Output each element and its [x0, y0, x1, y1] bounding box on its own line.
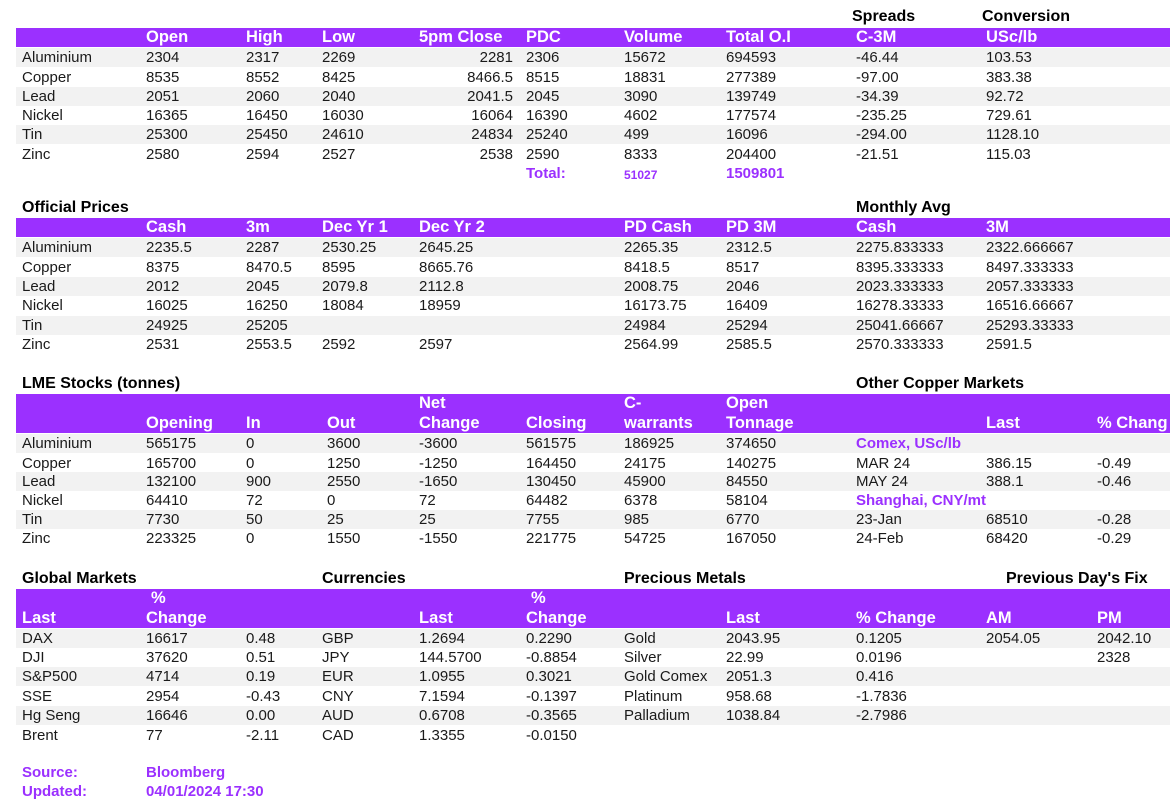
s1-header: C-3M	[856, 28, 897, 46]
copper-market-change: -0.28	[1097, 511, 1132, 528]
global-market-change: 0.19	[246, 668, 276, 685]
currency-last: 0.6708	[419, 707, 465, 724]
precious-last: 2043.95	[726, 630, 781, 647]
s3-cell: 985	[624, 511, 650, 528]
s1-cell: 24610	[322, 126, 364, 143]
precious-name: Gold Comex	[624, 668, 708, 685]
currency-last: 1.0955	[419, 668, 465, 685]
s1-cell: 92.72	[986, 88, 1024, 105]
s3-header: Change	[419, 414, 480, 432]
s2-cell: 2592	[322, 336, 356, 353]
s2-header: PD Cash	[624, 218, 692, 236]
fix-pm: 2042.10	[1097, 630, 1152, 647]
s3-cell: 3600	[327, 435, 361, 452]
s2-cell: 16516.66667	[986, 297, 1074, 314]
s2-cell: 16278.33333	[856, 297, 944, 314]
s2-cell: 2057.333333	[986, 278, 1074, 295]
s4-header: AM	[986, 609, 1012, 627]
s4-header: Last	[726, 609, 760, 627]
s2-cell: 18959	[419, 297, 461, 314]
s1-cell: 729.61	[986, 107, 1032, 124]
source-label: Source:	[22, 764, 78, 781]
global-market-name: SSE	[22, 688, 53, 705]
s1-cell: 8466.5	[467, 69, 513, 86]
s3-cell: 24175	[624, 455, 666, 472]
s1-cell: Nickel	[22, 107, 63, 124]
global-market-name: Hg Seng	[22, 707, 81, 724]
s3-cell: 25	[419, 511, 436, 528]
global-market-name: DAX	[22, 630, 53, 647]
currency-last: 1.3355	[419, 727, 465, 744]
currency-last: 1.2694	[419, 630, 465, 647]
s1-cell: 694593	[726, 49, 777, 66]
s2-cell: 25205	[246, 317, 288, 334]
s2-header: Dec Yr 2	[419, 218, 485, 236]
copper-market-cell: 23-Jan	[856, 511, 902, 528]
currency-name: CNY	[322, 688, 354, 705]
s3-header-top: C-	[624, 394, 642, 412]
precious-last: 958.68	[726, 688, 772, 705]
copper-market-change: -0.49	[1097, 455, 1132, 472]
s1-cell: 24834	[471, 126, 513, 143]
s3-cell: 7755	[526, 511, 560, 528]
currency-change: -0.3565	[526, 707, 577, 724]
global-market-last: 16617	[146, 630, 188, 647]
s3-header: Last	[986, 414, 1020, 432]
s3-cell: 167050	[726, 530, 777, 547]
global-market-change: -2.11	[246, 727, 280, 744]
s1-cell: 8515	[526, 69, 560, 86]
s3-header: warrants	[624, 414, 693, 432]
s1-cell: 177574	[726, 107, 777, 124]
s3-header-top: Net	[419, 394, 446, 412]
s2-cell: 2585.5	[726, 336, 772, 353]
s4-header: Last	[419, 609, 453, 627]
precious-name: Platinum	[624, 688, 683, 705]
copper-market-last: 388.1	[986, 473, 1024, 490]
s1-cell: 2041.5	[467, 88, 513, 105]
precious-name: Silver	[624, 649, 662, 666]
s2-cell: 25293.33333	[986, 317, 1074, 334]
updated-label: Updated:	[22, 783, 87, 800]
other-copper-title: Other Copper Markets	[856, 375, 1025, 392]
s2-cell: Tin	[22, 317, 43, 334]
s3-cell: 72	[419, 492, 436, 509]
global-market-change: 0.48	[246, 630, 276, 647]
s2-cell: 2008.75	[624, 278, 679, 295]
global-market-name: S&P500	[22, 668, 78, 685]
s3-cell: 0	[246, 455, 255, 472]
s1-header: Open	[146, 28, 189, 46]
s3-header: In	[246, 414, 261, 432]
s3-cell: 72	[246, 492, 263, 509]
s2-cell: 2112.8	[419, 278, 464, 295]
s2-cell: 2312.5	[726, 239, 772, 256]
s2-cell: 8517	[726, 259, 760, 276]
s1-cell: 277389	[726, 69, 777, 86]
s1-cell: 25240	[526, 126, 568, 143]
s1-header: 5pm Close	[419, 28, 503, 46]
s3-cell: Copper	[22, 455, 72, 472]
s3-header: Tonnage	[726, 414, 794, 432]
s3-cell: 140275	[726, 455, 777, 472]
s1-header: High	[246, 28, 283, 46]
s3-cell: 6770	[726, 511, 760, 528]
s2-cell: 25294	[726, 317, 768, 334]
global-market-last: 4714	[146, 668, 180, 685]
s2-cell: Aluminium	[22, 239, 93, 256]
s1-cell: 2317	[246, 49, 280, 66]
s2-cell: 2322.666667	[986, 239, 1074, 256]
s3-cell: 7730	[146, 511, 180, 528]
s3-cell: Aluminium	[22, 435, 93, 452]
s1-cell: 16096	[726, 126, 768, 143]
s4-header: Change	[526, 609, 587, 627]
s1-cell: 2304	[146, 49, 180, 66]
s3-header-top: Open	[726, 394, 769, 412]
s1-cell: 2306	[526, 49, 560, 66]
s3-cell: 1550	[327, 530, 361, 547]
s2-cell: 24984	[624, 317, 666, 334]
s1-cell: -294.00	[856, 126, 907, 143]
s2-cell: 2079.8	[322, 278, 368, 295]
s2-cell: Zinc	[22, 336, 51, 353]
precious-last: 22.99	[726, 649, 764, 666]
s3-cell: 0	[246, 530, 255, 547]
s1-cell: 204400	[726, 146, 777, 163]
precious-name: Gold	[624, 630, 656, 647]
s4-header: Last	[22, 609, 56, 627]
s2-header: 3M	[986, 218, 1009, 236]
s1-cell: 8535	[146, 69, 180, 86]
currency-name: CAD	[322, 727, 354, 744]
fix-pm: 2328	[1097, 649, 1131, 666]
s2-cell: 2591.5	[986, 336, 1032, 353]
s1-cell: 2580	[146, 146, 180, 163]
s2-cell: 2012	[146, 278, 180, 295]
s1-cell: -97.00	[856, 69, 899, 86]
s3-cell: 25	[327, 511, 344, 528]
spreads-label: Spreads	[852, 8, 916, 25]
s2-header: 3m	[246, 218, 270, 236]
s1-header: USc/lb	[986, 28, 1038, 46]
currency-change: 0.2290	[526, 630, 572, 647]
s1-cell: 3090	[624, 88, 658, 105]
precious-metals-title: Precious Metals	[624, 570, 746, 587]
s2-cell: 2553.5	[246, 336, 292, 353]
global-market-change: 0.51	[246, 649, 276, 666]
s1-cell: 25450	[246, 126, 288, 143]
s1-cell: 25300	[146, 126, 188, 143]
s2-header: Cash	[856, 218, 897, 236]
s3-cell: 164450	[526, 455, 577, 472]
total-oi: 1509801	[726, 165, 785, 182]
s1-cell: Lead	[22, 88, 56, 105]
s3-cell: 58104	[726, 492, 768, 509]
s3-cell: Tin	[22, 511, 43, 528]
s2-cell: 8665.76	[419, 259, 474, 276]
previous-fix-title: Previous Day's Fix	[1006, 570, 1148, 587]
precious-change: -1.7836	[856, 688, 907, 705]
copper-market-last: 386.15	[986, 455, 1032, 472]
currency-change: -0.8854	[526, 649, 577, 666]
copper-market-last: 68510	[986, 511, 1028, 528]
s1-cell: 115.03	[986, 146, 1031, 163]
s3-cell: 223325	[146, 530, 197, 547]
s2-cell: 8470.5	[246, 259, 292, 276]
s2-cell: 2570.333333	[856, 336, 944, 353]
s2-cell: 2530.25	[322, 239, 377, 256]
precious-change: 0.1205	[856, 630, 902, 647]
s1-cell: 2060	[246, 88, 280, 105]
precious-last: 1038.84	[726, 707, 781, 724]
s3-cell: 50	[246, 511, 263, 528]
total-label: Total:	[526, 165, 566, 182]
s1-cell: 2594	[246, 146, 280, 163]
s1-cell: -21.51	[856, 146, 899, 163]
s3-cell: -1550	[419, 530, 458, 547]
s3-cell: 84550	[726, 473, 768, 490]
s1-cell: 2040	[322, 88, 356, 105]
s2-cell: 18084	[322, 297, 364, 314]
s1-cell: 8552	[246, 69, 280, 86]
s3-cell: 0	[327, 492, 336, 509]
copper-market-last: 68420	[986, 530, 1028, 547]
s3-header: % Chang	[1097, 414, 1168, 432]
s2-cell: 16173.75	[624, 297, 687, 314]
s3-cell: 565175	[146, 435, 197, 452]
s2-cell: 25041.66667	[856, 317, 944, 334]
copper-market-heading: Comex, USc/lb	[856, 435, 962, 452]
s3-cell: 130450	[526, 473, 577, 490]
currency-name: EUR	[322, 668, 354, 685]
s3-cell: -1250	[419, 455, 458, 472]
s1-header: Volume	[624, 28, 683, 46]
s2-cell: 8497.333333	[986, 259, 1074, 276]
lme-stocks-title: LME Stocks (tonnes)	[22, 375, 181, 392]
global-market-last: 77	[146, 727, 163, 744]
global-market-last: 2954	[146, 688, 180, 705]
copper-market-change: -0.29	[1097, 530, 1132, 547]
s2-cell: 8375	[146, 259, 180, 276]
s4-header: Change	[146, 609, 207, 627]
precious-change: -2.7986	[856, 707, 907, 724]
global-markets-title: Global Markets	[22, 570, 137, 587]
s1-cell: -34.39	[856, 88, 899, 105]
s2-cell: 8595	[322, 259, 356, 276]
s1-cell: 16390	[526, 107, 568, 124]
s3-cell: 165700	[146, 455, 197, 472]
precious-change: 0.0196	[856, 649, 902, 666]
s1-cell: Aluminium	[22, 49, 93, 66]
global-market-change: 0.00	[246, 707, 276, 724]
s1-cell: 2538	[479, 146, 513, 163]
s3-cell: 2550	[327, 473, 361, 490]
s1-cell: 2281	[479, 49, 513, 66]
s1-cell: 16365	[146, 107, 188, 124]
s4-header-top: %	[151, 589, 166, 607]
s3-cell: 45900	[624, 473, 666, 490]
s3-cell: 221775	[526, 530, 577, 547]
s1-cell: 4602	[624, 107, 658, 124]
s2-cell: 2046	[726, 278, 760, 295]
s1-cell: 1128.10	[986, 126, 1040, 143]
s1-cell: 2045	[526, 88, 560, 105]
s3-cell: 900	[246, 473, 272, 490]
global-market-last: 37620	[146, 649, 188, 666]
s4-header-top: %	[531, 589, 546, 607]
s3-cell: 64410	[146, 492, 188, 509]
s2-header: PD 3M	[726, 218, 777, 236]
s1-header: PDC	[526, 28, 561, 46]
s2-cell: Lead	[22, 278, 56, 295]
s3-cell: 132100	[146, 473, 197, 490]
s1-cell: 16064	[471, 107, 513, 124]
precious-change: 0.416	[856, 668, 894, 685]
s3-cell: Zinc	[22, 530, 51, 547]
global-market-name: DJI	[22, 649, 45, 666]
s1-cell: 8333	[624, 146, 658, 163]
s2-cell: 24925	[146, 317, 188, 334]
currency-change: -0.1397	[526, 688, 577, 705]
s2-cell: 2531	[146, 336, 180, 353]
s3-header: Closing	[526, 414, 587, 432]
s1-cell: Tin	[22, 126, 43, 143]
s2-cell: 16250	[246, 297, 288, 314]
s4-header: PM	[1097, 609, 1122, 627]
currency-change: 0.3021	[526, 668, 572, 685]
s3-cell: 561575	[526, 435, 577, 452]
s2-cell: 8395.333333	[856, 259, 944, 276]
s3-cell: 54725	[624, 530, 666, 547]
currency-change: -0.0150	[526, 727, 577, 744]
s2-header: Cash	[146, 218, 187, 236]
s2-cell: 2564.99	[624, 336, 679, 353]
copper-market-heading: Shanghai, CNY/mt	[856, 492, 987, 509]
s3-cell: 374650	[726, 435, 777, 452]
s2-cell: 2275.833333	[856, 239, 944, 256]
global-market-change: -0.43	[246, 688, 281, 705]
total-volume: 51027	[624, 168, 658, 182]
currency-name: JPY	[322, 649, 350, 666]
s2-cell: 2597	[419, 336, 453, 353]
fix-am: 2054.05	[986, 630, 1041, 647]
s1-cell: 15672	[624, 49, 666, 66]
precious-last: 2051.3	[726, 668, 772, 685]
s3-cell: Nickel	[22, 492, 63, 509]
currencies-title: Currencies	[322, 570, 406, 587]
s1-cell: 18831	[624, 69, 666, 86]
s2-cell: 2235.5	[146, 239, 192, 256]
row-shading	[16, 706, 1170, 725]
s2-cell: 16409	[726, 297, 768, 314]
s3-cell: 6378	[624, 492, 658, 509]
currency-last: 7.1594	[419, 688, 465, 705]
s2-cell: 2645.25	[419, 239, 474, 256]
s2-header: Dec Yr 1	[322, 218, 388, 236]
s1-cell: 383.38	[986, 69, 1032, 86]
copper-market-cell: 24-Feb	[856, 530, 904, 547]
s2-cell: 2265.35	[624, 239, 679, 256]
precious-name: Palladium	[624, 707, 690, 724]
s1-cell: Zinc	[22, 146, 51, 163]
s2-cell: Nickel	[22, 297, 63, 314]
s1-cell: 139749	[726, 88, 777, 105]
s1-header: Total O.I	[726, 28, 791, 46]
s1-cell: 2590	[526, 146, 560, 163]
s2-cell: Copper	[22, 259, 72, 276]
s2-cell: 2045	[246, 278, 280, 295]
s1-cell: 103.53	[986, 49, 1032, 66]
s1-cell: 2269	[322, 49, 356, 66]
global-market-last: 16646	[146, 707, 188, 724]
s2-cell: 2287	[246, 239, 280, 256]
currency-name: GBP	[322, 630, 354, 647]
updated-value: 04/01/2024 17:30	[146, 783, 264, 800]
s3-cell: Lead	[22, 473, 56, 490]
s3-cell: -1650	[419, 473, 458, 490]
monthly-avg-title: Monthly Avg	[856, 199, 951, 216]
s4-header: % Change	[856, 609, 936, 627]
copper-market-cell: MAY 24	[856, 473, 908, 490]
s3-cell: 186925	[624, 435, 675, 452]
row-shading	[16, 667, 1170, 686]
s3-cell: 0	[246, 435, 255, 452]
source-value: Bloomberg	[146, 764, 226, 781]
s1-header: Low	[322, 28, 355, 46]
global-market-name: Brent	[22, 727, 58, 744]
s3-cell: -3600	[419, 435, 458, 452]
copper-market-cell: MAR 24	[856, 455, 911, 472]
currency-name: AUD	[322, 707, 354, 724]
s3-cell: 64482	[526, 492, 568, 509]
s1-cell: 499	[624, 126, 650, 143]
s1-cell: 8425	[322, 69, 356, 86]
s1-cell: 2527	[322, 146, 356, 163]
s2-cell: 2023.333333	[856, 278, 944, 295]
s1-cell: 2051	[146, 88, 180, 105]
s1-cell: -46.44	[856, 49, 899, 66]
s1-cell: 16450	[246, 107, 288, 124]
official-prices-title: Official Prices	[22, 199, 129, 216]
s2-cell: 8418.5	[624, 259, 670, 276]
s2-cell: 16025	[146, 297, 188, 314]
s3-header: Out	[327, 414, 356, 432]
s1-cell: Copper	[22, 69, 72, 86]
s3-header: Opening	[146, 414, 213, 432]
conversion-label: Conversion	[982, 8, 1071, 25]
s3-cell: 1250	[327, 455, 361, 472]
copper-market-change: -0.46	[1097, 473, 1132, 490]
currency-last: 144.5700	[419, 649, 482, 666]
s1-cell: 16030	[322, 107, 364, 124]
s1-cell: -235.25	[856, 107, 907, 124]
